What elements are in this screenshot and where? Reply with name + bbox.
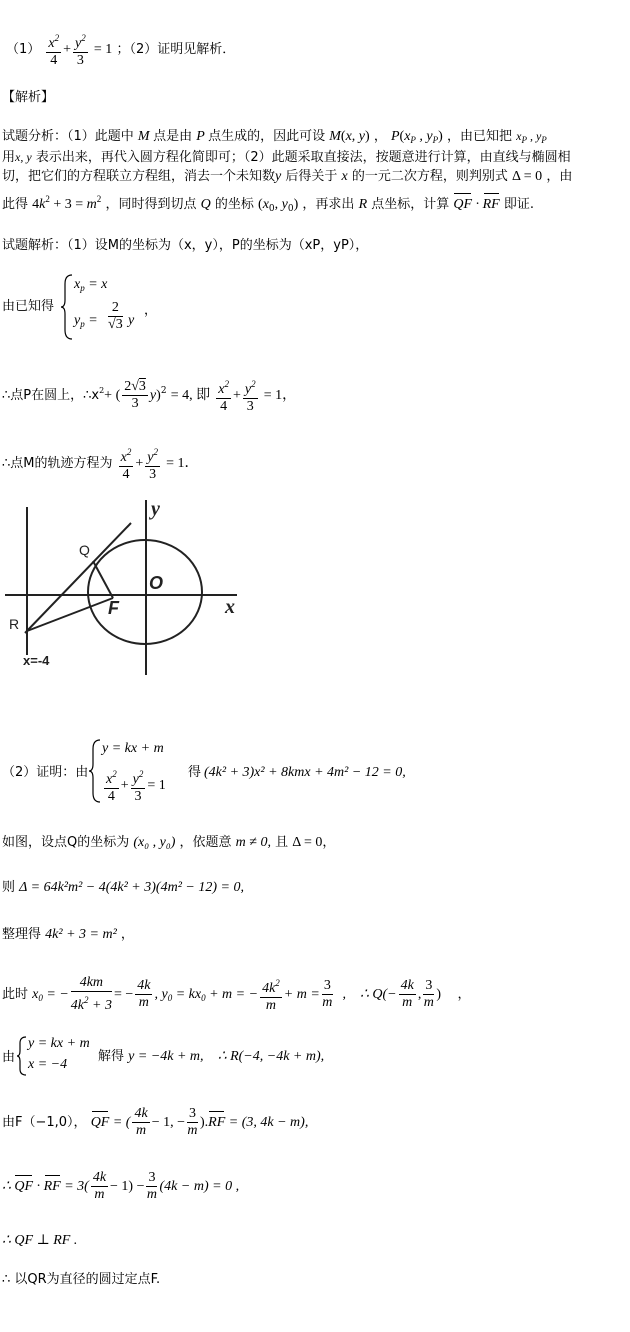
simplify-line: 整理得 4k² + 3 = m² ，: [2, 927, 134, 942]
analysis-line-2: 用x, y 表示出来，再代入圆方程化简即可；（2）此题采取直接法，按题意进行计算，由直线与椭圆相: [2, 150, 571, 165]
solution-line-1: 试题解析：（1）设M的坐标为（x，y），P的坐标为（xP，yP），: [2, 238, 369, 253]
answer-part1-label: （1）: [6, 42, 41, 57]
segment-rf: [27, 598, 113, 631]
now-line: 此时 $x_0$ = − $\frac{4km}{4k^2 + 3}$ = − $\frac{4k}{m}$ , $y_0 = kx_0 + m$ = − $\frac{4k^2}{m}$ + m = $\frac{3}{m}$ , ∴ Q(− $\frac{4k}{m}$ , $\frac{3}{m}$ ) ，: [2, 975, 471, 1013]
label-y: y: [151, 498, 160, 520]
segment-qf: [93, 561, 113, 598]
brace-icon: [60, 274, 74, 340]
label-x-minus-4: x=-4: [23, 653, 50, 668]
delta-line: 则 Δ = 64k²m² − 4(4k² + 3)(4m² − 12) = 0,: [2, 880, 244, 895]
fraction-x2-4: $\frac{x^2}{4}$: [46, 30, 61, 69]
from-f-line: 由F（−1,0）， QF = ( $\frac{4k}{m}$ − 1, − $\frac{3}{m}$ ).RF = (3, 4k − m),: [2, 1106, 309, 1138]
label-x: x: [225, 596, 235, 618]
brace-icon: [88, 739, 102, 803]
answer-eq: = 1: [93, 42, 113, 57]
label-o: O: [149, 573, 164, 593]
section-title: 【解析】: [2, 90, 55, 105]
analysis-line-4: 此得 $4k^2 + 3 = m^2$ ，同时得到切点 Q 的坐标 ($x_0$, $y_0$) ，再求出 R 点坐标，计算 QF · RF 即证.: [2, 194, 534, 214]
label-q: Q: [79, 542, 90, 558]
geometry-figure: [5, 495, 255, 685]
dot-product-line: ∴ QF · RF = 3( $\frac{4k}{m}$ − 1) − $\frac{3}{m}$ (4k − m) = 0 ,: [2, 1170, 240, 1202]
answer-line: （1） $\frac{x^2}{4}$ + $\frac{y^2}{3}$ = 1 ；（2）证明见解析．: [6, 30, 235, 69]
label-r: R: [9, 616, 20, 632]
on-circle-line: ∴点P在圆上，$\therefore x^2+$ ( $\frac{2√3}{3}$ y)$^2$ = 4, 即 $\frac{x^2}{4}$ + $\frac{y^2}{3}$ = 1，: [2, 376, 296, 415]
conclusion-line: ∴ 以QR为直径的圆过定点F.: [2, 1272, 161, 1287]
set-q-line: 如图，设点Q的坐标为 (x₀ , y₀) ，依题意 m ≠ 0, 且 Δ = 0，: [2, 835, 336, 850]
brace-icon: [16, 1036, 28, 1076]
answer-part2-label: ；（2）证明见解析．: [116, 42, 236, 57]
trajectory-line: ∴点M的轨迹方程为 $\frac{x^2}{4}$ + $\frac{y^2}{3}$ = 1．: [2, 444, 199, 483]
fraction-y2-3: $\frac{y^2}{3}$: [73, 30, 88, 69]
perpendicular-line: ∴ QF ⊥ RF .: [2, 1233, 78, 1248]
label-f: F: [108, 598, 119, 618]
analysis-line-3: 切，把它们的方程联立方程组，消去一个未知数y 后得关于 x 的一元二次方程，则判别式 Δ = 0 ，由: [2, 169, 573, 184]
analysis-line-1: 试题分析：（1）此题中 M 点是由 P 点生成的，因此可设 M(x, y) ， $P(x_P$ , $y_P$) ，由已知把 $x_P$ , $y_P$: [2, 129, 547, 145]
